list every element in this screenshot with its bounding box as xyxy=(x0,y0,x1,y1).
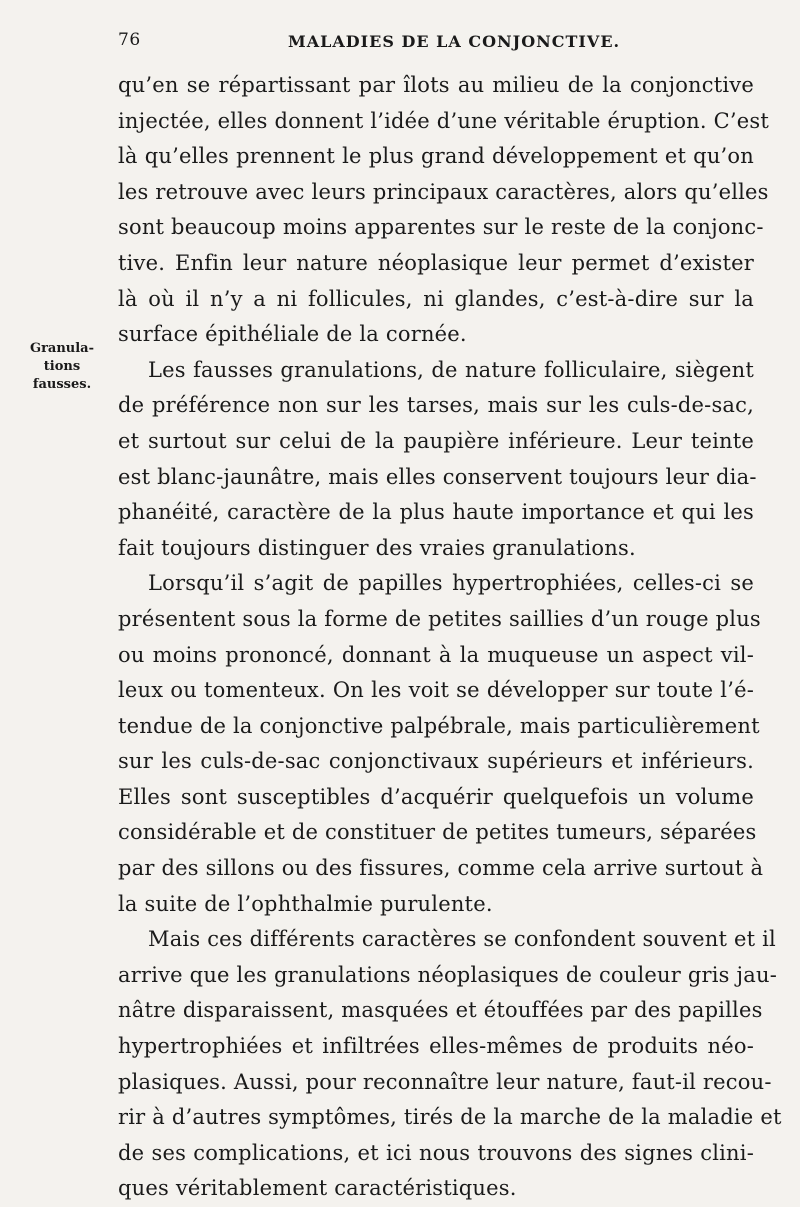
text-line: hypertrophiées et infiltrées elles-mêmes de produits néo- xyxy=(118,1034,754,1059)
text-line: Lorsqu’il s’agit de papilles hypertrophiées, celles-ci se xyxy=(148,571,754,596)
text-line: fait toujours distinguer des vraies granulations. xyxy=(118,535,636,560)
text-line: leux ou tomenteux. On les voit se développer sur toute l’é- xyxy=(118,678,754,703)
paragraph xyxy=(118,566,764,922)
text-line: de ses complications, et ici nous trouvons des signes clini- xyxy=(118,1140,754,1165)
text-line: sur les culs-de-sac conjonctivaux supérieurs et inférieurs. xyxy=(118,749,754,774)
paragraph xyxy=(118,922,782,1207)
text-line: Elles sont susceptibles d’acquérir quelquefois un volume xyxy=(118,784,754,809)
paragraph xyxy=(118,353,757,567)
text-line: ques véritablement caractéristiques. xyxy=(118,1176,517,1201)
text-line: les retrouve avec leurs principaux caractères, alors qu’elles xyxy=(118,179,769,204)
text-line: plasiques. Aussi, pour reconnaître leur nature, faut-il recou- xyxy=(118,1069,772,1094)
text-line: considérable et de constituer de petites tumeurs, séparées xyxy=(118,820,757,845)
text-line: tive. Enfin leur nature néoplasique leur permet d’exister xyxy=(118,250,754,275)
text-line: de préférence non sur les tarses, mais sur les culs-de-sac, xyxy=(118,393,754,418)
text-line: phanéité, caractère de la plus haute importance et qui les xyxy=(118,500,754,525)
text-line: surface épithéliale de la cornée. xyxy=(118,322,467,347)
paragraph xyxy=(118,68,770,353)
text-line: là où il n’y a ni follicules, ni glandes, c’est-à-dire sur la xyxy=(118,286,754,311)
text-line: ou moins prononcé, donnant à la muqueuse un aspect vil- xyxy=(118,642,754,667)
margin-note-line: Granula- xyxy=(29,341,95,356)
text-line: sont beaucoup moins apparentes sur le reste de la conjonc- xyxy=(118,215,764,240)
text-line: par des sillons ou des fissures, comme cela arrive surtout à xyxy=(118,856,764,881)
text-line: injectée, elles donnent l’idée d’une véritable éruption. C’est xyxy=(118,108,770,133)
margin-note xyxy=(28,340,96,394)
running-title: MALADIES DE LA CONJONCTIVE. xyxy=(288,32,621,51)
text-line: arrive que les granulations néoplasiques de couleur gris jau- xyxy=(118,962,777,987)
text-line: tendue de la conjonctive palpébrale, mais particulièrement xyxy=(118,713,760,738)
text-line: Les fausses granulations, de nature folliculaire, siègent xyxy=(148,357,754,382)
text-line: là qu’elles prennent le plus grand développement et qu’on xyxy=(118,144,754,169)
page-number: 76 xyxy=(118,30,141,50)
margin-note-line: fausses. xyxy=(32,377,92,392)
text-line: rir à d’autres symptômes, tirés de la marche de la maladie et xyxy=(118,1105,782,1130)
text-line: et surtout sur celui de la paupière inférieure. Leur teinte xyxy=(118,428,754,453)
page-header xyxy=(118,30,758,56)
text-line: Mais ces différents caractères se confondent souvent et il xyxy=(148,927,776,952)
margin-note-line: tions xyxy=(43,359,81,374)
text-line: nâtre disparaissent, masquées et étouffées par des papilles xyxy=(118,998,763,1023)
text-line: est blanc-jaunâtre, mais elles conservent toujours leur dia- xyxy=(118,464,757,489)
text-line: la suite de l’ophthalmie purulente. xyxy=(118,891,493,916)
text-line: qu’en se répartissant par îlots au milieu de la conjonctive xyxy=(118,73,754,97)
body-text xyxy=(118,68,782,1207)
text-line: présentent sous la forme de petites saillies d’un rouge plus xyxy=(118,606,761,631)
